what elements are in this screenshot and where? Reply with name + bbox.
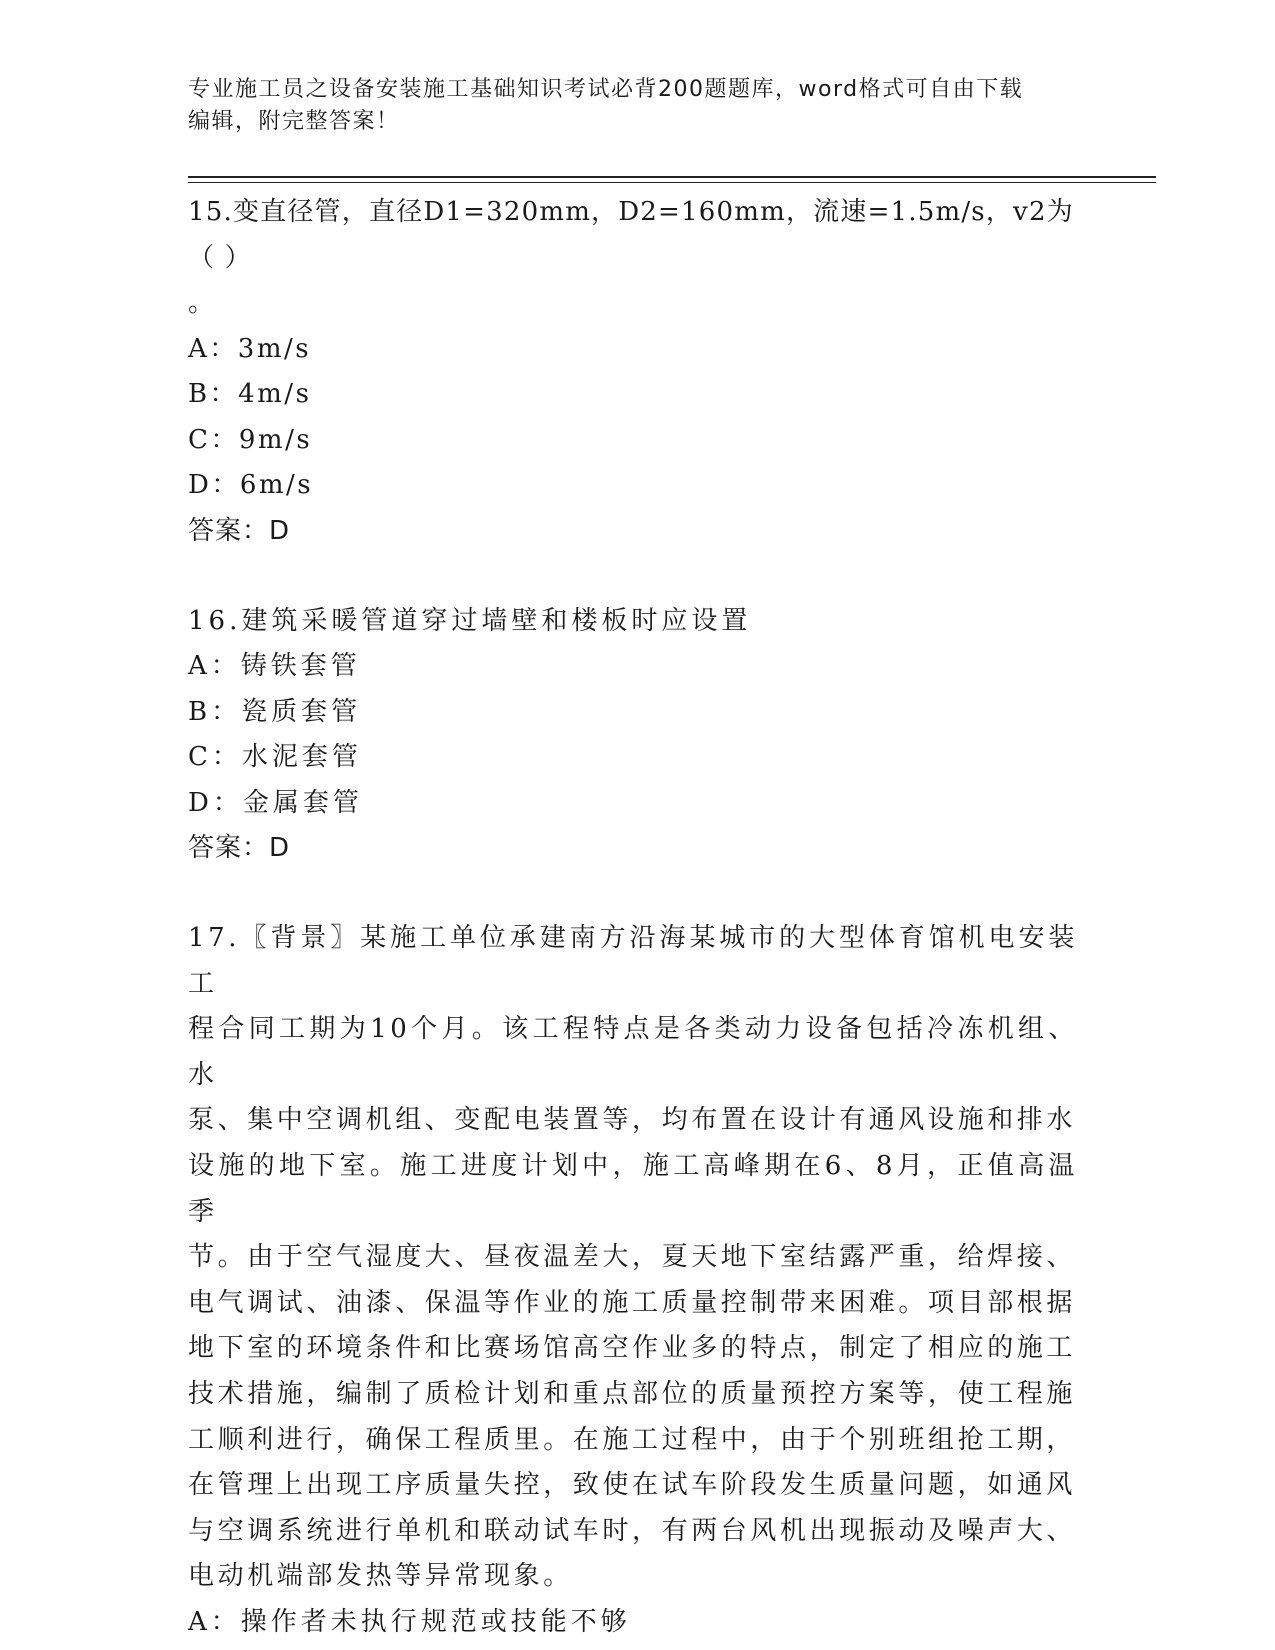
option-a: A：操作者未执行规范或技能不够 — [188, 1606, 631, 1637]
answer: 答案：D — [188, 515, 291, 546]
question-stem-line: 电动机端部发热等异常现象。 — [188, 1561, 573, 1592]
header-line-2: 编辑，附完整答案！ — [188, 109, 400, 134]
option-d: D：6m/s — [188, 470, 314, 500]
question-15 — [188, 190, 1078, 554]
question-stem-line: 电气调试、油漆、保温等作业的施工质量控制带来困难。项目部根据 — [188, 1287, 1077, 1318]
question-16 — [188, 599, 1078, 872]
header-line-1: 专业施工员之设备安装施工基础知识考试必背200题题库，word格式可自由下载 — [188, 77, 1024, 102]
question-stem-continued: 。 — [188, 288, 217, 318]
document-header — [188, 74, 1068, 138]
option-c: C：水泥套管 — [188, 742, 362, 772]
question-stem-line: 技术措施，编制了质检计划和重点部位的质量预控方案等，使工程施 — [188, 1378, 1077, 1409]
question-stem: 16.建筑采暖管道穿过墙壁和楼板时应设置 — [188, 605, 752, 636]
question-list — [188, 190, 1078, 1645]
answer: 答案：D — [188, 833, 291, 863]
option-a: A：3m/s — [188, 333, 312, 364]
option-b: B：瓷质套管 — [188, 696, 362, 727]
question-stem-line: 在管理上出现工序质量失控，致使在试车阶段发生质量问题，如通风 — [188, 1470, 1077, 1501]
question-stem-line: 工顺利进行，确保工程质里。在施工过程中，由于个别班组抢工期， — [188, 1424, 1077, 1455]
question-stem: 15.变直径管，直径D1=320mm，D2=160mm，流速=1.5m/s，v2为（ ） — [188, 197, 1074, 273]
option-c: C：9m/s — [188, 424, 313, 455]
option-a: A：铸铁套管 — [188, 651, 361, 681]
spacer — [188, 871, 1078, 916]
question-stem-line: 设施的地下室。施工进度计划中，施工高峰期在6、8月，正值高温季 — [188, 1150, 1078, 1227]
option-b: B：4m/s — [188, 379, 312, 409]
question-stem-line: 与空调系统进行单机和联动试车时，有两台风机出现振动及噪声大、 — [188, 1515, 1077, 1546]
spacer — [188, 554, 1078, 599]
question-stem-line: 程合同工期为10个月。该工程特点是各类动力设备包括冷冻机组、水 — [188, 1014, 1078, 1090]
header-divider-thick — [188, 176, 1156, 178]
question-stem-line: 节。由于空气湿度大、昼夜温差大，夏天地下室结露严重，给焊接、 — [188, 1242, 1077, 1273]
header-divider-thin — [188, 182, 1156, 183]
question-stem-line: 17.〖背景〗某施工单位承建南方沿海某城市的大型体育馆机电安装工 — [188, 923, 1078, 999]
option-d: D：金属套管 — [188, 787, 363, 818]
question-17 — [188, 916, 1078, 1645]
question-stem-line: 地下室的环境条件和比赛场馆高空作业多的特点，制定了相应的施工 — [188, 1333, 1077, 1364]
question-stem-line: 泵、集中空调机组、变配电装置等，均布置在设计有通风设施和排水 — [188, 1105, 1077, 1136]
